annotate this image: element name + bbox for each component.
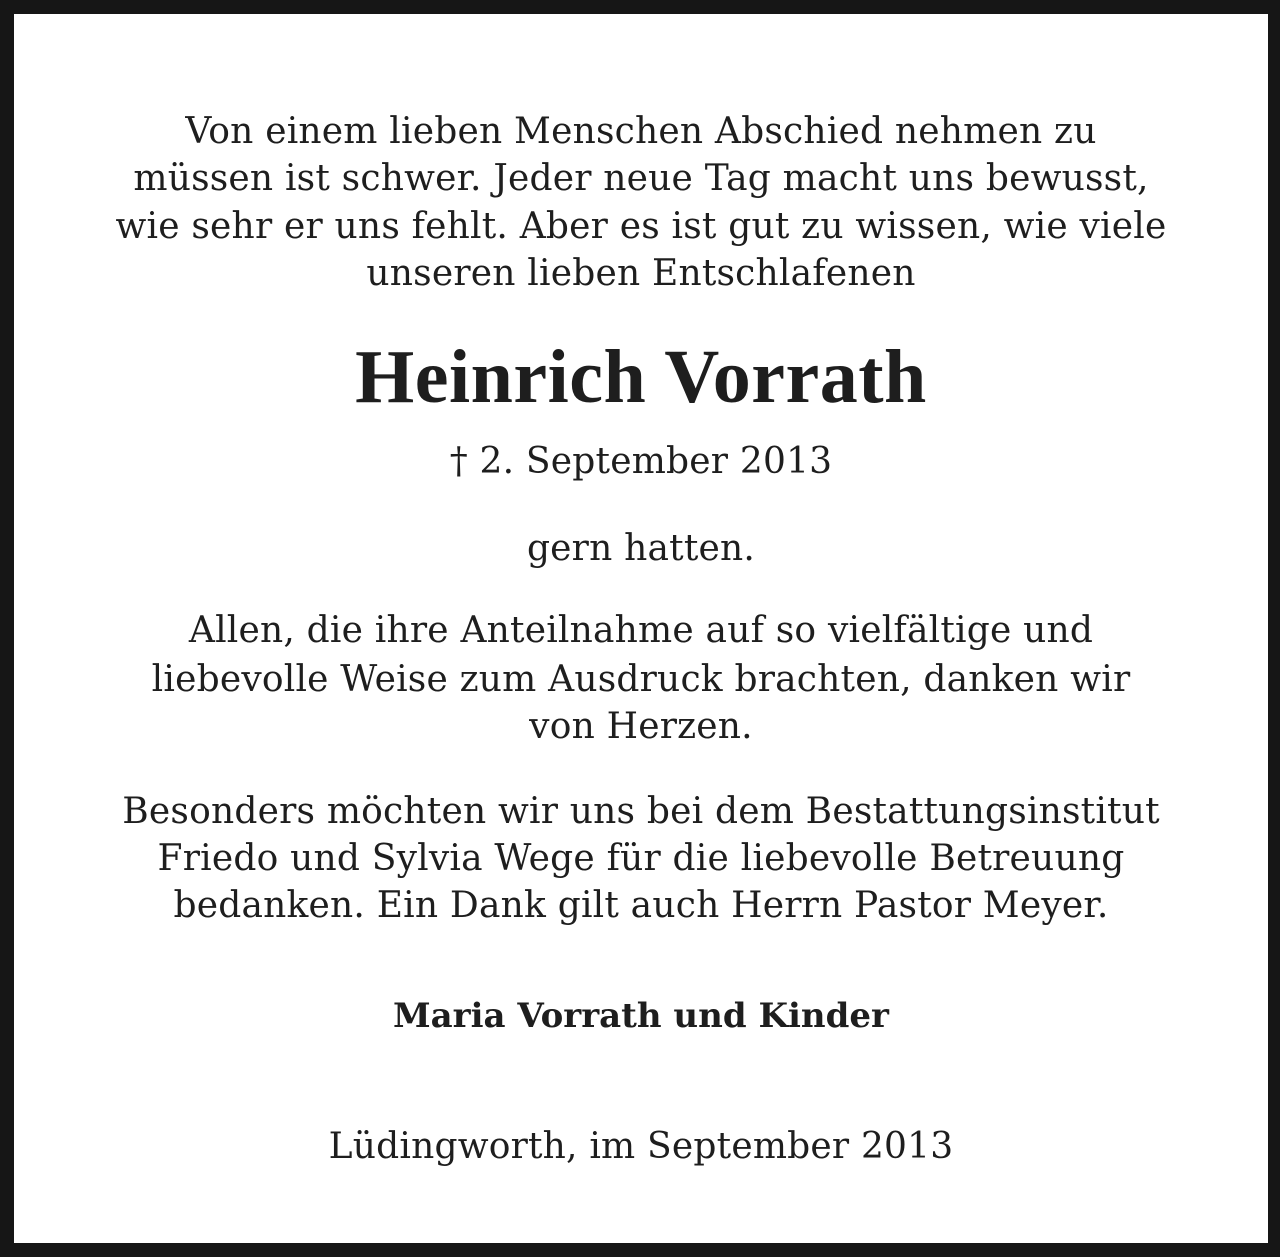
special-thanks-line-2: Friedo und Sylvia Wege für die liebevolle Betreuung	[157, 838, 1125, 879]
intro-line-3: wie sehr er uns fehlt. Aber es ist gut zu wissen, wie viele	[115, 206, 1167, 247]
special-thanks-line-1: Besonders möchten wir uns bei dem Bestattungsinstitut	[122, 791, 1160, 832]
thanks-line-2: liebevolle Weise zum Ausdruck brachten, danken wir	[151, 659, 1131, 700]
continuation-text: gern hatten.	[526, 528, 756, 569]
intro-line-4: unseren lieben Entschlafenen	[366, 253, 916, 294]
death-date: † 2. September 2013	[449, 441, 833, 482]
intro-line-2: müssen ist schwer. Jeder neue Tag macht uns bewusst,	[133, 158, 1149, 199]
place-date: Lüdingworth, im September 2013	[328, 1126, 954, 1167]
thanks-line-1: Allen, die ihre Anteilnahme auf so vielfältige und	[188, 610, 1094, 651]
signature: Maria Vorrath und Kinder	[393, 996, 889, 1036]
thanks-line-3: von Herzen.	[529, 706, 753, 747]
intro-line-1: Von einem lieben Menschen Abschied nehmen zu	[185, 111, 1097, 152]
special-thanks-line-3: bedanken. Ein Dank gilt auch Herrn Pastor Meyer.	[173, 885, 1109, 926]
deceased-name: Heinrich Vorrath	[355, 335, 927, 419]
